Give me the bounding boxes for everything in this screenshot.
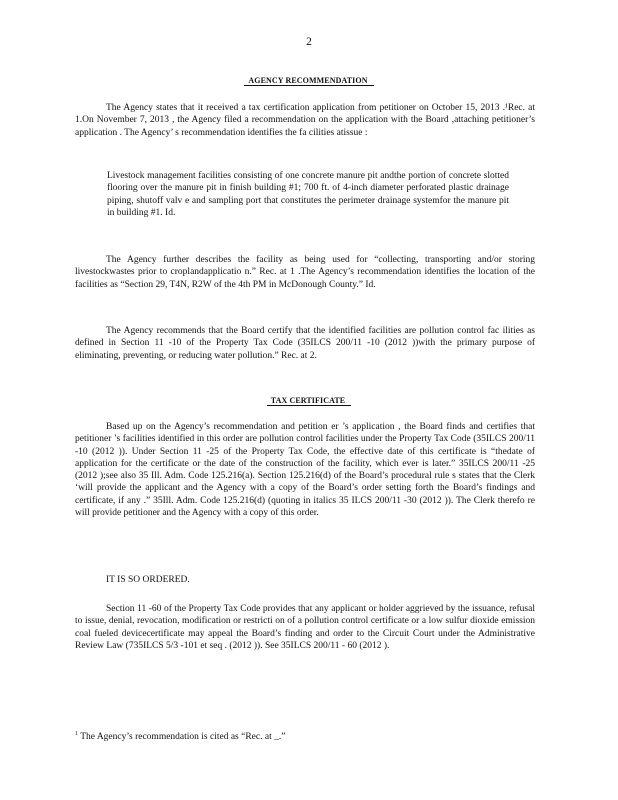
heading-text: TAX CERTIFICATE (267, 396, 352, 406)
paragraph-board-findings: Based up on the Agency’s recommendation and petition er ’s application , the Board finds and certifies that petitioner ’s facilities identified in this order are pollution control facilities under the Property Tax Code (35ILCS 200/11 -10 (2012 )). Under Section 11 -25 of the Property Tax Code, the effective date of this certificate is “thedate of application for the certificate or the date of the construction of the facility, which ever is later.” 35ILCS 200/11 -25 (2012 );see also 35 Ill. Adm. Code 125.216(a). Section 125.216(d) of the Board’s procedural rule s states that the Clerk ‘will provide the applicant and the Agency with a copy of the Board’s order setting forth the Board’s findings and certificate, if any .” 35Ill. Adm. Code 125.216(d) (quoting in italics 35 ILCS 200/11 -30 (2012 )). The Clerk therefo re will provide petitioner and the Agency with a copy of this order. (75, 422, 535, 519)
order-statement: IT IS SO ORDERED. (106, 575, 190, 585)
heading-text: AGENCY RECOMMENDATION (244, 76, 373, 86)
page-number: 2 (306, 36, 312, 48)
footnote-text: The Agency’s recommendation is cited as “Rec. at _.” (78, 732, 286, 743)
block-quote-facilities: Livestock management facilities consisting of one concrete manure pit andthe portion of concrete slotted flooring over the manure pit in finish building #1; 700 ft. of 4-inch diameter perforated plastic drainage piping, shutoff valv e and sampling port that constitutes the perimeter drainage systemfor the manure pit in building #1. Id. (107, 171, 509, 218)
paragraph-facility-description: The Agency further describes the facility as being used for “collecting, transporting and/or storing livestockwastes prior to croplandapplicatio n.” Rec. at 1 .The Agency’s recommendation identifies the location of the facilities as “Section 29, T4N, R2W of the 4th PM in McDonough County.” Id. (75, 255, 535, 290)
paragraph-agency-recommends: The Agency recommends that the Board certify that the identified facilities are pollution control fac ilities as defined in Section 11 -10 of the Property Tax Code (35ILCS 200/11 -10 (2012 ))with the primary purpose of eliminating, preventing, or reducing water pollution.” Rec. at 2. (75, 326, 535, 361)
section-heading-agency-recommendation (0, 76, 618, 85)
paragraph-agency-application: The Agency states that it received a tax certification application from petitioner on October 15, 2013 .¹Rec. at 1.On November 7, 2013 , the Agency filed a recommendation on the application with the Board ,attaching petitioner’s application . The Agency’ s recommendation identifies the fa cilities atissue : (75, 103, 535, 138)
footnote-marker: 1 (75, 731, 78, 737)
section-heading-tax-certificate (0, 396, 618, 405)
footnote (75, 731, 285, 742)
paragraph-appeal-rights: Section 11 -60 of the Property Tax Code provides that any applicant or holder aggrieved by the issuance, refusal to issue, denial, revocation, modification or restricti on of a pollution control certificate or a low sulfur dioxide emission coal fueled devicecertificate may appeal the Board’s finding and order to the Circuit Court under the Administrative Review Law (735ILCS 5/3 -101 et seq . (2012 )). See 35ILCS 200/11 - 60 (2012 ). (75, 604, 535, 651)
